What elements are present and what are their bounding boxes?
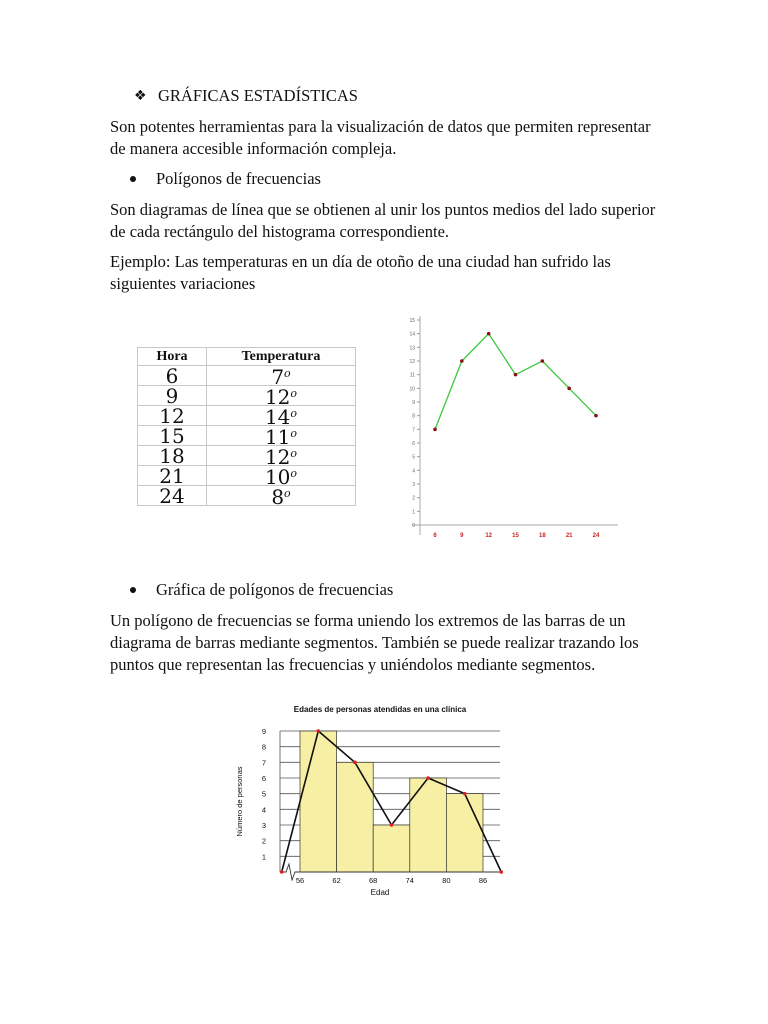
y-tick-label: 1 xyxy=(261,852,267,862)
y-tick-label: 2 xyxy=(412,495,415,502)
hora-cell: 12 xyxy=(138,406,207,426)
x-tick-label: 56 xyxy=(295,876,305,885)
table-row xyxy=(138,386,356,406)
x-tick-label: 9 xyxy=(460,533,464,539)
y-tick-label: 8 xyxy=(412,413,415,420)
hora-cell: 6 xyxy=(138,366,207,386)
degree-mark: o xyxy=(284,487,291,500)
chart-title: Edades de personas atendidas en una clínica xyxy=(293,705,467,714)
data-point xyxy=(460,359,464,363)
diamond-bullet-icon: ❖ xyxy=(134,88,147,104)
y-tick-label: 10 xyxy=(409,386,415,393)
polygon-point xyxy=(280,870,284,874)
table-header-hora: Hora xyxy=(138,348,207,366)
hora-cell: 18 xyxy=(138,446,207,466)
temperatura-value: 14 xyxy=(264,405,291,429)
grafica-paragraph: Un polígono de frecuencias se forma uniendo los extremos de las barras de un diagrama de barras mediante segmentos. También se puede realizar trazando los puntos que representan las frecuencias y uniéndolos mediante segmentos. xyxy=(110,611,639,674)
poligonos-paragraph: Son diagramas de línea que se obtienen al unir los puntos medios del lado superior de cada rectángulo del histograma correspondiente. xyxy=(110,200,656,241)
bar xyxy=(300,731,337,872)
polygon-point xyxy=(353,761,357,765)
temperatura-value: 12 xyxy=(264,385,291,409)
hora-cell: 9 xyxy=(138,386,207,406)
y-tick-label: 13 xyxy=(409,345,415,352)
temperatura-cell xyxy=(207,385,356,409)
data-point xyxy=(433,428,437,432)
y-tick-label: 6 xyxy=(261,774,267,783)
temperature-table xyxy=(137,347,356,509)
ages-histogram-chart xyxy=(228,700,510,904)
degree-mark: o xyxy=(290,407,298,420)
data-point xyxy=(567,387,571,391)
x-tick-label: 74 xyxy=(405,876,414,885)
temperatura-value: 8 xyxy=(271,485,285,509)
temperature-line-chart xyxy=(398,310,620,548)
table-row xyxy=(138,406,356,426)
bullet-item-poligonos xyxy=(130,169,321,189)
x-tick-label: 21 xyxy=(565,533,573,539)
y-tick-label: 0 xyxy=(412,523,415,529)
bullet-dot-icon xyxy=(130,587,136,593)
bar xyxy=(337,762,374,872)
y-tick-label: 14 xyxy=(409,331,415,338)
y-tick-label: 5 xyxy=(261,789,267,799)
x-axis-label: Edad xyxy=(370,888,390,897)
heading-text: GRÁFICAS ESTADÍSTICAS xyxy=(158,86,358,105)
example-paragraph: Ejemplo: Las temperaturas en un día de otoño de una ciudad han sufrido las siguientes variaciones xyxy=(110,252,611,293)
table-row xyxy=(138,366,356,386)
y-tick-label: 7 xyxy=(412,427,415,434)
bar xyxy=(446,794,483,872)
degree-mark: o xyxy=(284,367,291,380)
y-tick-label: 7 xyxy=(261,758,267,768)
polygon-point xyxy=(426,776,430,780)
degree-mark: o xyxy=(290,387,298,400)
degree-mark: o xyxy=(290,447,298,460)
table-row xyxy=(138,466,356,486)
temperatura-value: 7 xyxy=(271,365,285,389)
x-tick-label: 86 xyxy=(478,876,488,885)
bullet-item-grafica xyxy=(130,580,393,600)
x-tick-label: 68 xyxy=(369,876,378,885)
y-tick-label: 12 xyxy=(409,359,415,365)
y-tick-label: 3 xyxy=(261,821,267,830)
temperatura-value: 10 xyxy=(264,465,291,489)
table-header-temperatura: Temperatura xyxy=(207,348,356,366)
y-tick-label: 3 xyxy=(412,482,415,488)
y-tick-label: 4 xyxy=(261,805,267,815)
data-point xyxy=(514,373,518,377)
y-tick-label: 15 xyxy=(409,318,415,324)
temperatura-cell xyxy=(207,445,356,469)
x-tick-label: 12 xyxy=(485,533,493,539)
y-tick-label: 6 xyxy=(412,441,415,447)
polygon-point xyxy=(390,823,394,827)
data-point xyxy=(594,414,598,418)
bar xyxy=(410,778,447,872)
bar xyxy=(373,825,410,872)
polygon-point xyxy=(500,870,504,874)
table-row xyxy=(138,486,356,506)
temperatura-cell xyxy=(207,365,356,389)
section-heading xyxy=(134,86,358,106)
temperatura-cell xyxy=(207,465,356,489)
polygon-point xyxy=(463,792,467,796)
temperatura-value: 12 xyxy=(264,445,291,469)
x-tick-label: 15 xyxy=(512,533,519,539)
series-line xyxy=(435,334,596,430)
x-tick-label: 62 xyxy=(332,876,341,885)
y-tick-label: 5 xyxy=(412,454,415,461)
x-tick-label: 80 xyxy=(442,876,451,885)
x-tick-label: 24 xyxy=(592,533,600,539)
intro-paragraph: Son potentes herramientas para la visualización de datos que permiten representar de manera accesible información compleja. xyxy=(110,117,651,158)
degree-mark: o xyxy=(290,427,298,440)
temperatura-cell xyxy=(207,485,356,509)
y-tick-label: 9 xyxy=(261,727,267,736)
hora-cell: 24 xyxy=(138,486,207,506)
bullet-dot-icon xyxy=(130,176,136,182)
y-tick-label: 11 xyxy=(409,372,415,379)
polygon-point xyxy=(317,729,321,733)
y-tick-label: 9 xyxy=(412,400,415,406)
hora-cell: 15 xyxy=(138,426,207,446)
x-tick-label: 6 xyxy=(433,533,437,539)
temperatura-cell xyxy=(207,405,356,429)
bullet-label: Gráfica de polígonos de frecuencias xyxy=(156,580,394,599)
data-point xyxy=(541,359,545,363)
y-tick-label: 2 xyxy=(261,836,267,846)
y-axis-label: Número de personas xyxy=(235,766,244,837)
y-tick-label: 1 xyxy=(412,509,415,516)
data-point xyxy=(487,332,491,336)
temperatura-value: 11 xyxy=(264,425,291,449)
x-tick-label: 18 xyxy=(538,533,546,539)
degree-mark: o xyxy=(290,467,298,480)
y-tick-label: 8 xyxy=(261,742,267,752)
table-row xyxy=(138,426,356,446)
temperatura-cell xyxy=(207,425,356,449)
hora-cell: 21 xyxy=(138,466,207,486)
y-tick-label: 4 xyxy=(412,468,415,475)
bullet-label: Polígonos de frecuencias xyxy=(156,169,321,188)
table-row xyxy=(138,446,356,466)
